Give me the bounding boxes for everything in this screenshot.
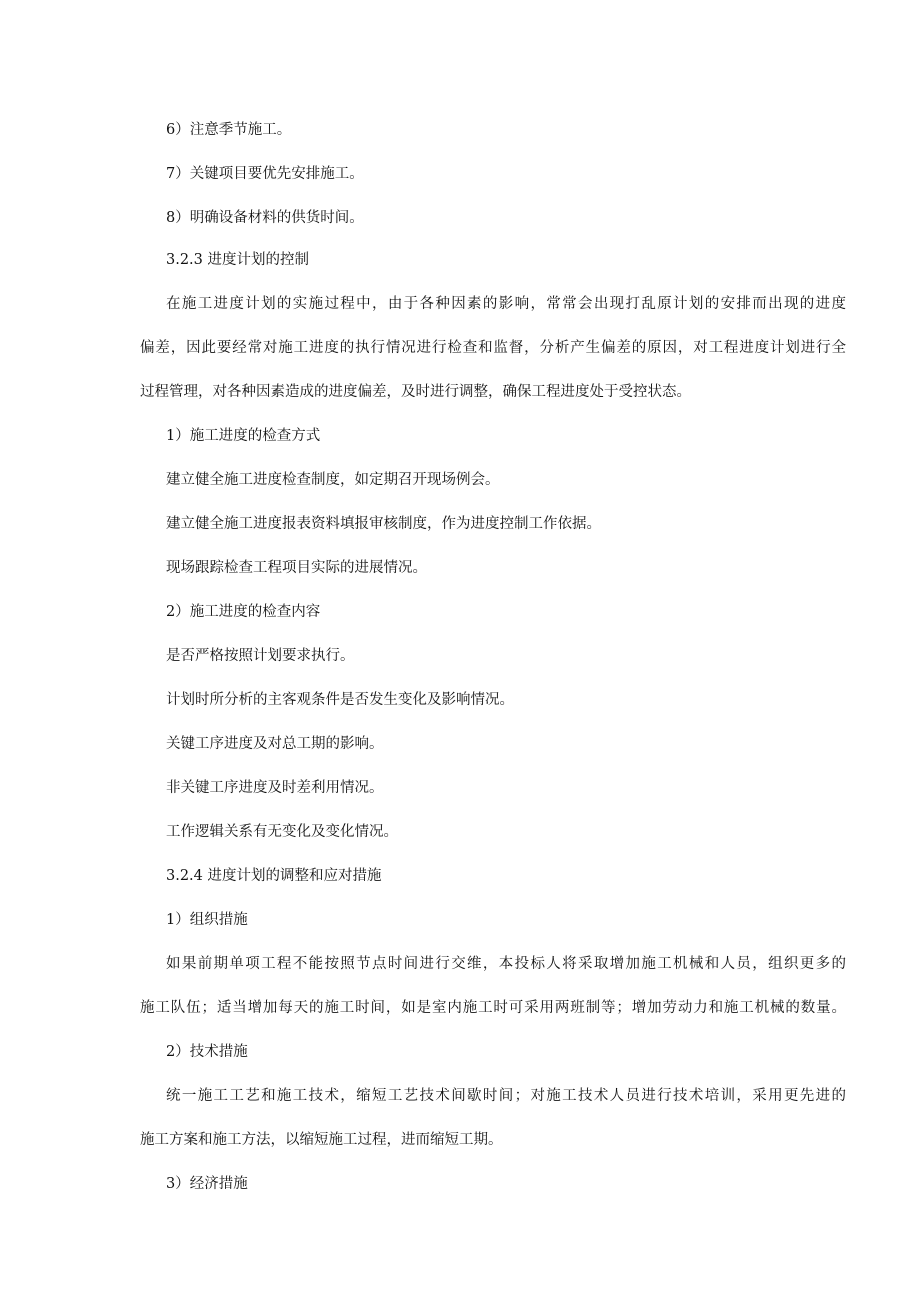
list-item-7: 7）关键项目要优先安排施工。 bbox=[166, 166, 364, 182]
paragraph-line: 过程管理，对各种因素造成的进度偏差，及时进行调整，确保工程进度处于受控状态。 bbox=[140, 384, 691, 400]
paragraph-line: 偏差，因此要经常对施工进度的执行情况进行检查和监督，分析产生偏差的原因，对工程进度计划进行全 bbox=[140, 340, 846, 356]
paragraph-line: 建立健全施工进度报表资料填报审核制度，作为进度控制工作依据。 bbox=[166, 516, 601, 532]
paragraph-line: 是否严格按照计划要求执行。 bbox=[166, 648, 355, 664]
section-heading-3-2-3: 3.2.3 进度计划的控制 bbox=[166, 252, 310, 268]
subheading-check-methods: 1）施工进度的检查方式 bbox=[166, 428, 321, 444]
paragraph-line: 施工队伍；适当增加每天的施工时间，如是室内施工时可采用两班制等；增加劳动力和施工机械的数量。 bbox=[140, 1000, 846, 1016]
subheading-economic-measures: 3）经济措施 bbox=[166, 1176, 248, 1192]
paragraph-line: 在施工进度计划的实施过程中，由于各种因素的影响，常常会出现打乱原计划的安排而出现的进度 bbox=[166, 296, 846, 312]
paragraph-line: 工作逻辑关系有无变化及变化情况。 bbox=[166, 824, 398, 840]
subheading-technical-measures: 2）技术措施 bbox=[166, 1044, 248, 1060]
paragraph-line: 如果前期单项工程不能按照节点时间进行交维，本投标人将采取增加施工机械和人员，组织更多的 bbox=[166, 956, 846, 972]
paragraph-line: 计划时所分析的主客观条件是否发生变化及影响情况。 bbox=[166, 692, 514, 708]
paragraph-line: 现场跟踪检查工程项目实际的进展情况。 bbox=[166, 560, 427, 576]
paragraph-line: 建立健全施工进度检查制度，如定期召开现场例会。 bbox=[166, 472, 500, 488]
paragraph-line: 关键工序进度及对总工期的影响。 bbox=[166, 736, 384, 752]
subheading-check-content: 2）施工进度的检查内容 bbox=[166, 604, 321, 620]
paragraph-line: 施工方案和施工方法，以缩短施工过程，进而缩短工期。 bbox=[140, 1132, 503, 1148]
list-item-6: 6）注意季节施工。 bbox=[166, 122, 292, 138]
subheading-organization-measures: 1）组织措施 bbox=[166, 912, 248, 928]
paragraph-line: 统一施工工艺和施工技术，缩短工艺技术间歇时间；对施工技术人员进行技术培训，采用更先进的 bbox=[166, 1088, 846, 1104]
list-item-8: 8）明确设备材料的供货时间。 bbox=[166, 210, 364, 226]
section-heading-3-2-4: 3.2.4 进度计划的调整和应对措施 bbox=[166, 868, 382, 884]
paragraph-line: 非关键工序进度及时差利用情况。 bbox=[166, 780, 384, 796]
